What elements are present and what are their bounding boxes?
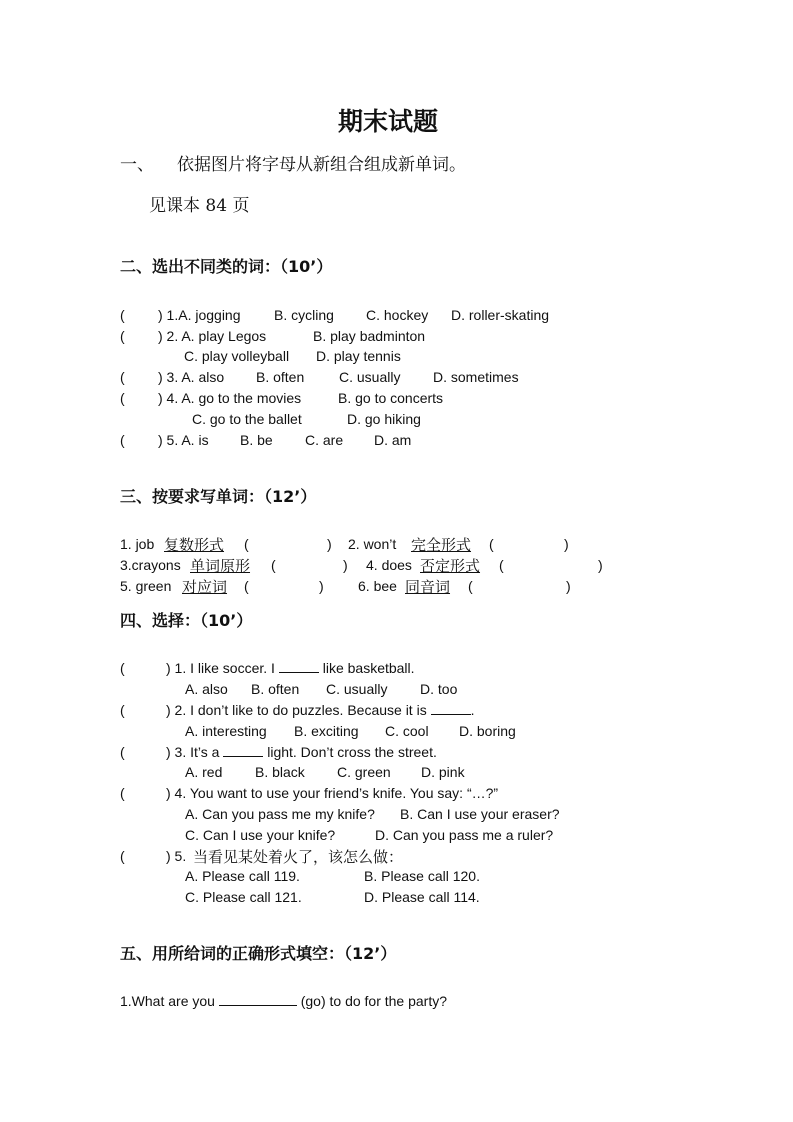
option-d: D. go hiking (347, 411, 421, 427)
section4-heading: 四、选择：（10’） (120, 611, 253, 630)
question-stem: ) 2. I don’t like to do puzzles. Because it is (166, 702, 427, 718)
answer-paren[interactable]: ( (120, 390, 125, 406)
question-text: 当看见某处着火了，该怎么做： (193, 848, 404, 866)
word: 5. green (120, 578, 172, 594)
answer-paren[interactable]: ( (120, 369, 125, 385)
option-b: B. exciting (294, 723, 359, 739)
option-c: C. cool (385, 723, 429, 739)
question-text (166, 744, 437, 760)
option-b: B. Can I use your eraser? (400, 806, 560, 822)
answer-close[interactable]: ) (566, 578, 571, 594)
option-a: A. interesting (185, 723, 267, 739)
option-b: B. play badminton (313, 328, 426, 344)
option-c: C. play volleyball (184, 348, 290, 364)
question-text: ) 2. A. play Legos (158, 328, 267, 344)
question-text: ) 4. A. go to the movies (158, 390, 302, 406)
option-c: C. usually (339, 369, 401, 385)
answer-open[interactable]: ( (489, 536, 494, 552)
option-b: B. black (255, 764, 305, 780)
question-stem: ) 3. It’s a (166, 744, 220, 760)
option-b: B. cycling (274, 307, 334, 323)
answer-blank[interactable] (219, 993, 297, 1006)
question-stem: 1.What are you (120, 993, 215, 1009)
option-d: D. am (374, 432, 412, 448)
question-text: ) 3. A. also (158, 369, 225, 385)
option-c: C. Please call 121. (185, 889, 302, 905)
question-stem-end: light. Don’t cross the street. (267, 744, 437, 760)
requirement: 对应词 (182, 578, 228, 596)
section1-note: 见课本 84 页 (149, 196, 250, 216)
answer-blank[interactable] (431, 702, 471, 715)
answer-open[interactable]: ( (468, 578, 473, 594)
requirement: 完全形式 (411, 536, 472, 554)
answer-close[interactable]: ) (598, 557, 603, 573)
option-d: D. play tennis (316, 348, 401, 364)
answer-close[interactable]: ) (319, 578, 324, 594)
question-stem: ) 1. I like soccer. I (166, 660, 275, 676)
section1-number: 一、 (120, 155, 154, 175)
option-b: B. go to concerts (338, 390, 444, 406)
answer-paren[interactable]: ( (120, 432, 125, 448)
answer-paren[interactable]: ( (120, 660, 125, 676)
answer-paren[interactable]: ( (120, 307, 125, 323)
word: 2. won’t (348, 536, 397, 552)
option-c: C. hockey (366, 307, 429, 323)
option-c: C. green (337, 764, 391, 780)
answer-paren[interactable]: ( (120, 785, 125, 801)
question-text (166, 702, 474, 718)
answer-blank[interactable] (223, 744, 263, 757)
option-d: D. Can you pass me a ruler? (375, 827, 554, 843)
answer-paren[interactable]: ( (120, 328, 125, 344)
option-a: A. Can you pass me my knife? (185, 806, 375, 822)
option-d: D. boring (459, 723, 516, 739)
option-d: D. roller-skating (451, 307, 550, 323)
answer-close[interactable]: ) (343, 557, 348, 573)
requirement: 单词原形 (190, 557, 251, 575)
option-b: B. be (240, 432, 273, 448)
option-a: A. also (185, 681, 228, 697)
option-a: A. Please call 119. (185, 868, 300, 884)
option-b: B. Please call 120. (364, 868, 480, 884)
section1-heading: 依据图片将字母从新组合组成新单词。 (177, 155, 466, 175)
answer-paren[interactable]: ( (120, 744, 125, 760)
question-text: ) 5. A. is (158, 432, 209, 448)
answer-open[interactable]: ( (271, 557, 276, 573)
section5-question (120, 993, 447, 1009)
option-b: B. often (256, 369, 305, 385)
answer-paren[interactable]: ( (120, 848, 125, 864)
question-text: ) 1.A. jogging (158, 307, 241, 323)
answer-blank[interactable] (279, 660, 319, 673)
question-text: ) 4. You want to use your friend’s knife. You say: “…?” (166, 785, 499, 801)
answer-open[interactable]: ( (499, 557, 504, 573)
word: 1. job (120, 536, 155, 552)
option-d: D. too (420, 681, 458, 697)
option-c: C. usually (326, 681, 388, 697)
section3-heading: 三、按要求写单词：（12’） (120, 487, 317, 506)
option-b: B. often (251, 681, 300, 697)
answer-paren[interactable]: ( (120, 702, 125, 718)
answer-close[interactable]: ) (564, 536, 569, 552)
answer-open[interactable]: ( (244, 578, 249, 594)
question-stem-end: like basketball. (322, 660, 415, 676)
word: 6. bee (358, 578, 397, 594)
answer-close[interactable]: ) (327, 536, 332, 552)
requirement: 复数形式 (164, 536, 225, 554)
section2-heading: 二、选出不同类的词：（10’） (120, 257, 333, 276)
option-d: D. Please call 114. (364, 889, 480, 905)
question-number: ) 5. (166, 848, 187, 864)
option-c: C. are (305, 432, 344, 448)
answer-open[interactable]: ( (244, 536, 249, 552)
option-a: A. red (185, 764, 223, 780)
requirement: 同音词 (405, 578, 451, 596)
option-c: C. Can I use your knife? (185, 827, 336, 843)
requirement: 否定形式 (420, 557, 481, 575)
word: 4. does (366, 557, 412, 573)
word: 3.crayons (120, 557, 181, 573)
page-title: 期末试题 (338, 107, 439, 136)
section5-heading: 五、用所给词的正确形式填空：（12’） (120, 944, 397, 963)
question-text (166, 660, 415, 676)
option-c: C. go to the ballet (192, 411, 302, 427)
option-d: D. pink (421, 764, 465, 780)
question-stem-end: (go) to do for the party? (300, 993, 448, 1009)
question-stem-end: . (470, 702, 475, 718)
option-d: D. sometimes (433, 369, 519, 385)
